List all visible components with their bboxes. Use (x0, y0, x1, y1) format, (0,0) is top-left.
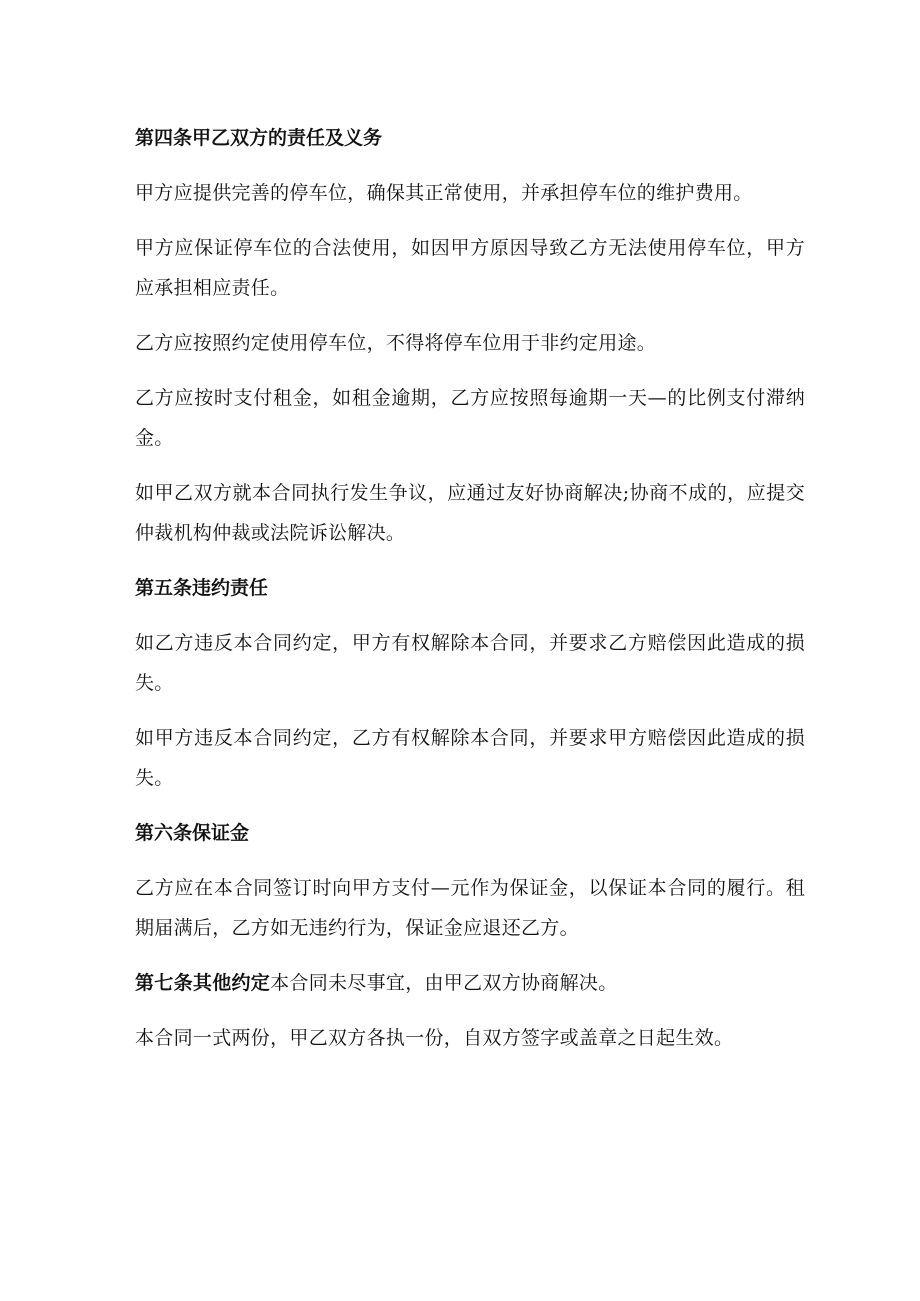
section7-para-2: 本合同一式两份，甲乙双方各执一份，自双方签字或盖章之日起生效。 (135, 1027, 734, 1049)
section5-para-1: 如乙方违反本合同约定，甲方有权解除本合同，并要求乙方赔偿因此造成的损失。 (135, 632, 805, 694)
section5-para-2: 如甲方违反本合同约定，乙方有权解除本合同，并要求甲方赔偿因此造成的损失。 (135, 727, 805, 789)
section7-first-text: 本合同未尽事宜，由甲乙双方协商解决。 (270, 972, 618, 994)
section4-para-5: 如甲乙双方就本合同执行发生争议，应通过友好协商解决;协商不成的，应提交仲裁机构仲裁或法院诉讼解决。 (135, 482, 805, 544)
section6-heading: 第六条保证金 (135, 822, 250, 844)
section7-heading: 第七条其他约定 (135, 972, 271, 994)
document-body (135, 118, 805, 1073)
section4-para-4: 乙方应按时支付租金，如租金逾期，乙方应按照每逾期一天—的比例支付滞纳金。 (135, 387, 805, 449)
section4-para-1: 甲方应提供完善的停车位，确保其正常使用，并承担停车位的维护费用。 (135, 182, 753, 204)
section5-heading: 第五条违约责任 (135, 577, 269, 599)
section6-para-1: 乙方应在本合同签订时向甲方支付—元作为保证金，以保证本合同的履行。租期届满后，乙方如无违约行为，保证金应退还乙方。 (135, 877, 805, 939)
section4-para-2: 甲方应保证停车位的合法使用，如因甲方原因导致乙方无法使用停车位，甲方应承担相应责任。 (135, 237, 805, 299)
section7-first-para (135, 963, 805, 1003)
section4-heading: 第四条甲乙双方的责任及义务 (135, 127, 383, 149)
section4-para-3: 乙方应按照约定使用停车位，不得将停车位用于非约定用途。 (135, 332, 657, 354)
